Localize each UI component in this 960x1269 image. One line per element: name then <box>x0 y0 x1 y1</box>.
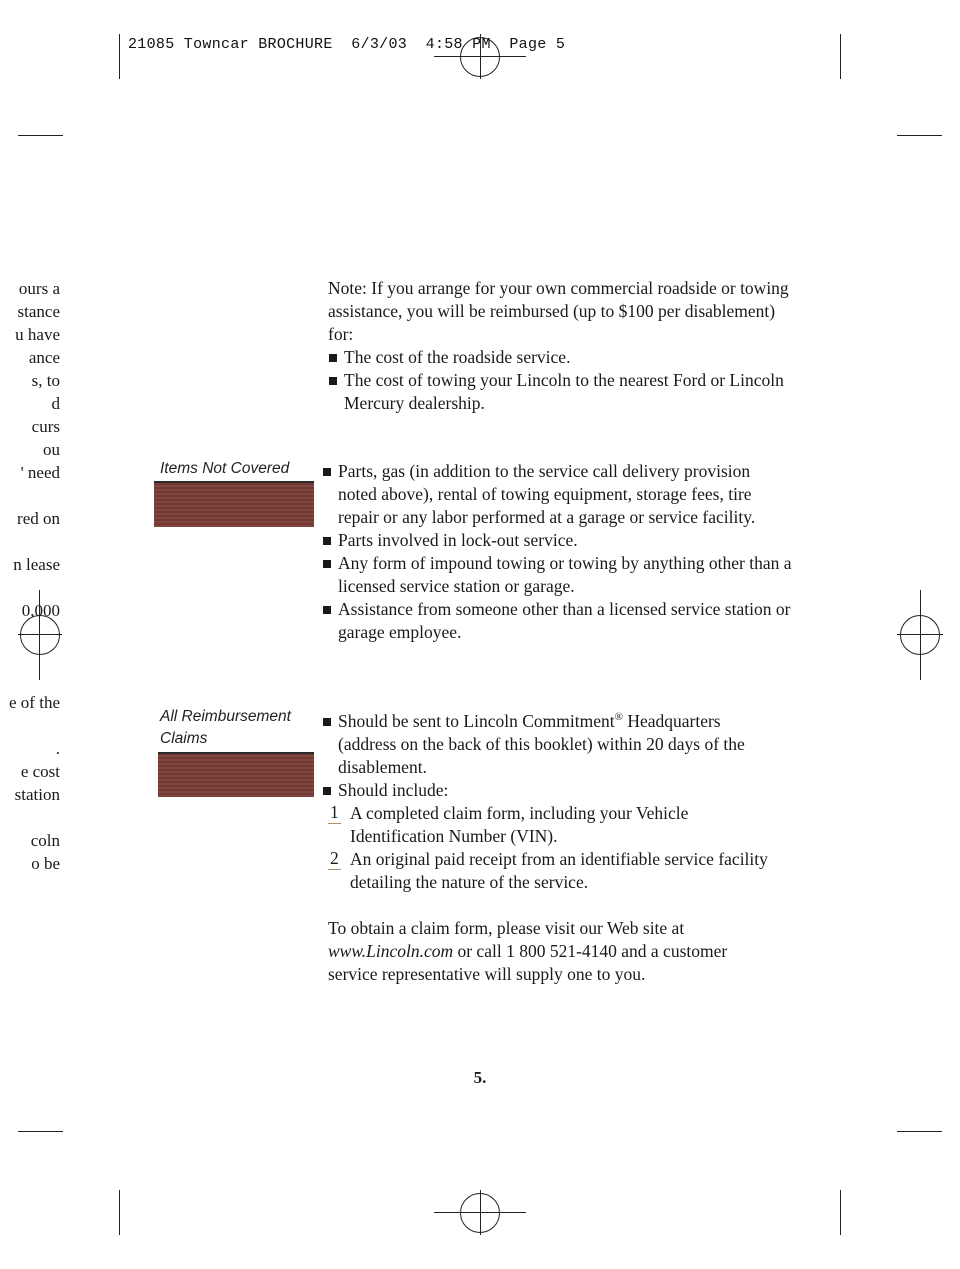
crop-mark <box>119 1190 120 1235</box>
fragment-line <box>0 645 60 668</box>
fragment-line: ours a <box>18 279 60 298</box>
fragment-line <box>0 714 60 737</box>
list-item: Parts involved in lock-out service. <box>322 529 792 552</box>
square-bullet-icon <box>323 560 331 568</box>
numbered-item: 1 A completed claim form, including your Vehicle Identification Number (VIN). <box>330 802 689 846</box>
note-section <box>328 277 798 415</box>
fragment-line <box>0 530 60 553</box>
fragment-line: stance <box>17 302 60 321</box>
crop-mark <box>840 34 841 79</box>
fragment-line <box>0 484 60 507</box>
crop-mark <box>18 135 63 136</box>
fragment-line: o be <box>31 854 60 873</box>
square-bullet-icon <box>323 537 331 545</box>
fragment-line: station <box>14 785 60 804</box>
fragment-line: red on <box>17 509 60 528</box>
list-item: Should include: <box>322 779 782 802</box>
items-not-covered-list <box>322 460 792 644</box>
square-bullet-icon <box>329 377 337 385</box>
crop-mark <box>18 1131 63 1132</box>
crop-mark <box>840 1190 841 1235</box>
label-line: All Reimbursement <box>160 708 291 725</box>
fragment-line: ' need <box>20 463 60 482</box>
square-bullet-icon <box>329 354 337 362</box>
square-bullet-icon <box>323 718 331 726</box>
section-label-items-not-covered: Items Not Covered <box>160 460 290 477</box>
square-bullet-icon <box>323 606 331 614</box>
section-label-reimbursement <box>160 706 291 750</box>
crop-mark <box>119 34 120 79</box>
fragment-line <box>0 668 60 691</box>
list-item: Should be sent to Lincoln Commitment® Headquarters (address on the back of this booklet) within 20 days of the disablement. <box>322 710 782 779</box>
fragment-line: 0,000 <box>21 601 60 620</box>
registered-mark: ® <box>614 711 623 724</box>
fragment-line: e cost <box>20 762 60 781</box>
numbered-item: 2 An original paid receipt from an identifiable service facility detailing the nature of the service. <box>330 848 768 892</box>
fragment-line: coln <box>30 831 60 850</box>
closing-paragraph: To obtain a claim form, please visit our Web site at www.Lincoln.com or call 1 800 521-4140 and a customer service representative will supply one to you. <box>328 918 728 984</box>
fragment-line <box>0 806 60 829</box>
fragment-line: n lease <box>13 555 60 574</box>
fragment-line: curs <box>31 417 60 436</box>
crop-mark <box>897 135 942 136</box>
page-number: 5. <box>473 1068 487 1087</box>
left-column-fragments <box>0 277 60 875</box>
label-line: Claims <box>160 730 208 747</box>
crop-mark <box>897 1131 942 1132</box>
fragment-line: e of the <box>9 693 60 712</box>
fragment-line: ou <box>43 440 60 459</box>
color-swatch <box>154 483 314 527</box>
fragment-line <box>0 622 60 645</box>
color-swatch <box>158 754 314 797</box>
list-item: Any form of impound towing or towing by anything other than a licensed service station or garage. <box>322 552 792 598</box>
note-paragraph: Note: If you arrange for your own commercial roadside or towing assistance, you will be reimbursed (up to $100 per disablement) for: <box>328 278 789 344</box>
list-item: Parts, gas (in addition to the service call delivery provision noted above), rental of towing equipment, storage fees, tire repair or any labor performed at a garage or service facility. <box>322 460 792 529</box>
item-number: 1 <box>330 802 339 822</box>
website-link[interactable]: www.Lincoln.com <box>328 941 454 961</box>
square-bullet-icon <box>323 468 331 476</box>
reimbursement-section <box>322 710 782 986</box>
fragment-line: u have <box>15 325 60 344</box>
list-item: Assistance from someone other than a licensed service station or garage employee. <box>322 598 792 644</box>
fragment-line: d <box>51 394 60 413</box>
printer-slug: 21085 Towncar BROCHURE 6/3/03 4:58 PM Page 5 <box>128 36 566 53</box>
fragment-line: ance <box>28 348 60 367</box>
square-bullet-icon <box>323 787 331 795</box>
fragment-line: . <box>55 739 60 758</box>
fragment-line <box>0 576 60 599</box>
note-bullet: The cost of towing your Lincoln to the nearest Ford or Lincoln Mercury dealership. <box>328 369 798 415</box>
note-bullet: The cost of the roadside service. <box>328 346 798 369</box>
item-number: 2 <box>330 848 339 868</box>
fragment-line: s, to <box>31 371 60 390</box>
